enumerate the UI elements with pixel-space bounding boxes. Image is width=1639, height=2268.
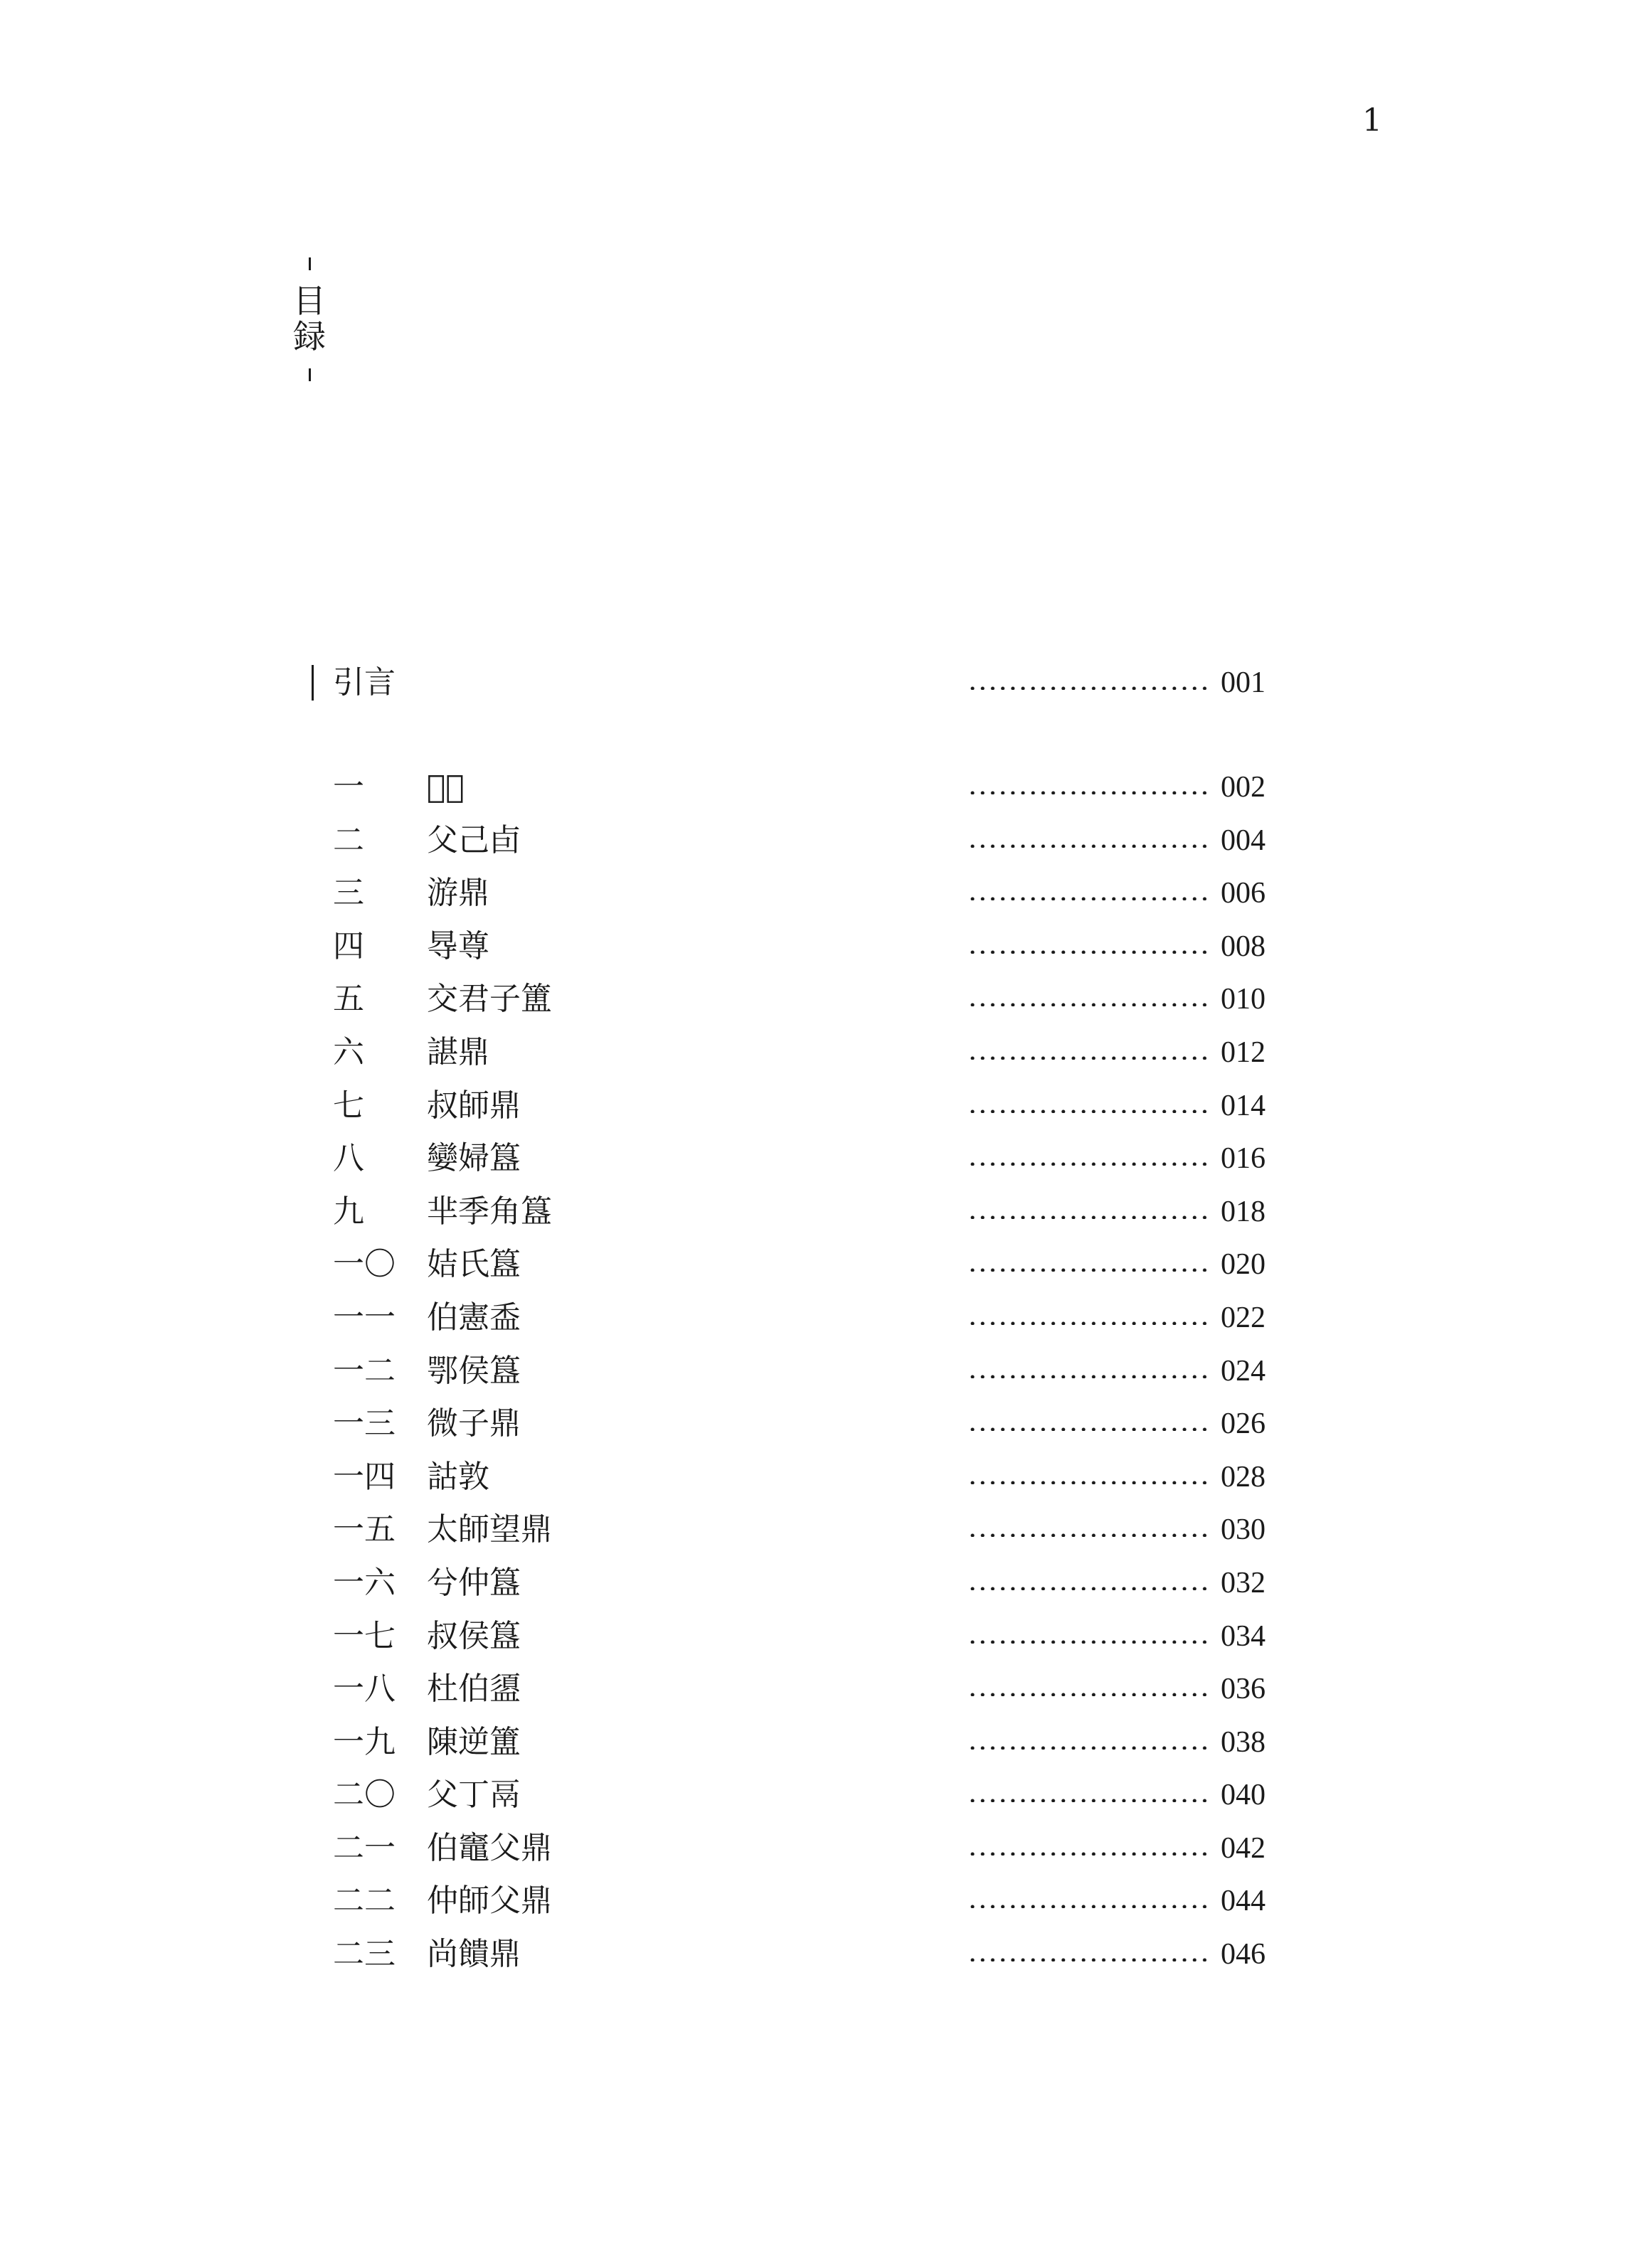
- toc-entry-page: 010: [1221, 983, 1266, 1016]
- toc-entry-page: 028: [1221, 1460, 1266, 1494]
- dot-leader: [967, 780, 1209, 794]
- toc-entry-title: 伯竈父鼎: [427, 1829, 552, 1866]
- dot-leader: [967, 1523, 1209, 1537]
- toc-entry-page: 032: [1221, 1566, 1266, 1599]
- toc-entry-page: 040: [1221, 1779, 1266, 1812]
- toc-intro-label: 引言: [333, 664, 396, 701]
- toc-entry-number: 一八: [333, 1671, 396, 1708]
- toc-entry[interactable]: [0, 1137, 1639, 1191]
- toc-entry-page: 018: [1221, 1195, 1266, 1228]
- dot-leader: [967, 939, 1209, 954]
- toc-entry-title: 兮仲簋: [427, 1564, 521, 1601]
- toc-entry-page: 022: [1221, 1301, 1266, 1334]
- toc-entry-title: 尚饋鼎: [427, 1936, 521, 1973]
- toc-entry-page: 046: [1221, 1938, 1266, 1971]
- toc-entry-number: 一〇: [333, 1246, 396, 1283]
- toc-intro-page: 001: [1221, 666, 1266, 699]
- section-title-text: [292, 283, 327, 354]
- toc-entry[interactable]: [0, 819, 1639, 873]
- toc-entry-number: 一七: [333, 1617, 396, 1654]
- section-title: [288, 257, 331, 381]
- dot-leader: [967, 1629, 1209, 1644]
- dot-leader: [967, 992, 1209, 1006]
- dot-leader: [967, 1151, 1209, 1166]
- toc-entry-number: 一五: [333, 1511, 396, 1548]
- toc-entry[interactable]: [0, 1085, 1639, 1138]
- toc-entry[interactable]: [0, 1297, 1639, 1350]
- toc-entry-number: 九: [333, 1193, 364, 1230]
- toc-entry-page: 020: [1221, 1248, 1266, 1282]
- toc-entry-page: 014: [1221, 1089, 1266, 1122]
- dot-leader: [967, 1099, 1209, 1113]
- toc-entry-number: 六: [333, 1033, 364, 1070]
- dot-leader: [967, 1841, 1209, 1856]
- toc-entry[interactable]: [0, 978, 1639, 1031]
- toc-entry-page: 034: [1221, 1619, 1266, 1653]
- toc-entry-number: 二二: [333, 1883, 396, 1920]
- toc-entry-title: 杜伯盨: [427, 1671, 521, 1708]
- toc-entry[interactable]: [0, 1402, 1639, 1456]
- dot-leader: [967, 834, 1209, 848]
- toc-entry-number: 一三: [333, 1405, 396, 1442]
- toc-entry-page: 008: [1221, 930, 1266, 963]
- toc-entry-title: 𠫑尊: [427, 769, 465, 805]
- toc-entry-title: 芈季角簋: [427, 1193, 552, 1230]
- toc-entry-page: 038: [1221, 1725, 1266, 1759]
- toc-entry-title: 詁敦: [427, 1458, 489, 1495]
- toc-entry-title: 叔師鼎: [427, 1087, 521, 1124]
- toc-entry-number: 一一: [333, 1299, 396, 1336]
- toc-entry-page: 042: [1221, 1831, 1266, 1865]
- toc-entry-page: 030: [1221, 1513, 1266, 1547]
- toc-entry-page: 002: [1221, 771, 1266, 804]
- toc-entry-number: 一六: [333, 1564, 396, 1601]
- toc-entry-number: 一: [333, 769, 364, 805]
- toc-entry-title: 太師望鼎: [427, 1511, 552, 1548]
- toc-entry-title: 鄂侯簋: [427, 1352, 521, 1389]
- toc-entry[interactable]: [0, 1668, 1639, 1721]
- dot-leader: [967, 1364, 1209, 1378]
- toc-entry-page: 044: [1221, 1885, 1266, 1918]
- toc-entry[interactable]: [0, 1350, 1639, 1403]
- section-title-char: 目: [293, 282, 326, 320]
- toc-entry-page: 036: [1221, 1673, 1266, 1706]
- dot-leader: [967, 1470, 1209, 1484]
- title-tick-bottom: [309, 368, 311, 381]
- dot-leader: [967, 1205, 1209, 1219]
- toc-entry-number: 五: [333, 981, 364, 1018]
- toc-entry-title: 諶鼎: [427, 1033, 489, 1070]
- toc-entry-title: 陳逆簠: [427, 1723, 521, 1760]
- toc-entry-title: 姞氏簋: [427, 1246, 521, 1283]
- toc-entry-title: 仲師父鼎: [427, 1883, 552, 1920]
- dot-leader: [967, 1257, 1209, 1272]
- intro-marker-bar: [312, 665, 314, 701]
- toc-entry-title: 伯憲盉: [427, 1299, 521, 1336]
- toc-entry-page: 016: [1221, 1142, 1266, 1176]
- dot-leader: [967, 1576, 1209, 1590]
- dot-leader: [967, 1894, 1209, 1908]
- toc-entry-page: 004: [1221, 824, 1266, 857]
- dot-leader: [967, 1788, 1209, 1802]
- toc-entry-number: 二一: [333, 1829, 396, 1866]
- toc-entry-number: 三: [333, 875, 364, 912]
- toc-entry-title: 交君子簠: [427, 981, 552, 1018]
- dot-leader: [967, 1311, 1209, 1325]
- dot-leader: [967, 1682, 1209, 1696]
- toc-entry[interactable]: [0, 1933, 1639, 1986]
- toc-entry-page: 024: [1221, 1354, 1266, 1388]
- toc-entry[interactable]: [0, 1191, 1639, 1244]
- toc-entry-number: 四: [333, 927, 364, 964]
- toc-entry[interactable]: [0, 1456, 1639, 1509]
- dot-leader: [967, 886, 1209, 900]
- toc-entry-title: 䙷尊: [427, 927, 489, 964]
- toc-entry[interactable]: [0, 1615, 1639, 1668]
- toc-entry[interactable]: [0, 1721, 1639, 1774]
- toc-entry-page: 006: [1221, 877, 1266, 910]
- toc-entry-number: 二〇: [333, 1777, 396, 1814]
- section-title-char: 録: [293, 317, 326, 356]
- toc-entry-number: 一九: [333, 1723, 396, 1760]
- toc-entry-number: 一二: [333, 1352, 396, 1389]
- page-number: 1: [1362, 102, 1382, 139]
- toc-entry-page: 026: [1221, 1407, 1266, 1441]
- toc-entry-number: 七: [333, 1087, 364, 1124]
- toc-entry[interactable]: [0, 1774, 1639, 1827]
- toc-entry[interactable]: [0, 872, 1639, 925]
- toc-entry[interactable]: [0, 1243, 1639, 1297]
- toc-entry[interactable]: [0, 925, 1639, 979]
- toc-entry[interactable]: [0, 1031, 1639, 1085]
- toc-entry-title: 游鼎: [427, 875, 489, 912]
- dot-leader: [967, 1947, 1209, 1961]
- toc-entry-number: 一四: [333, 1458, 396, 1495]
- toc-entry-title: 微子鼎: [427, 1405, 521, 1442]
- toc-entry[interactable]: [0, 1827, 1639, 1880]
- toc-entry-title: 父己卣: [427, 821, 521, 858]
- toc-entry-number: 八: [333, 1140, 364, 1177]
- toc-intro-entry[interactable]: [312, 661, 1308, 704]
- title-tick-top: [309, 257, 311, 270]
- toc-list: [0, 766, 1639, 1986]
- dot-leader: [967, 1735, 1209, 1750]
- toc-entry[interactable]: [0, 766, 1639, 819]
- toc-entry-title: 父丁鬲: [427, 1777, 521, 1814]
- toc-entry[interactable]: [0, 1508, 1639, 1562]
- dot-leader: [967, 1417, 1209, 1431]
- toc-entry-title: 孌婦簋: [427, 1140, 521, 1177]
- toc-entry[interactable]: [0, 1880, 1639, 1933]
- dot-leader: [967, 1045, 1209, 1060]
- toc-entry[interactable]: [0, 1562, 1639, 1615]
- toc-entry-number: 二三: [333, 1936, 396, 1973]
- toc-entry-page: 012: [1221, 1035, 1266, 1069]
- toc-entry-title: 叔侯簋: [427, 1617, 521, 1654]
- dot-leader: [967, 676, 1209, 690]
- toc-entry-number: 二: [333, 821, 364, 858]
